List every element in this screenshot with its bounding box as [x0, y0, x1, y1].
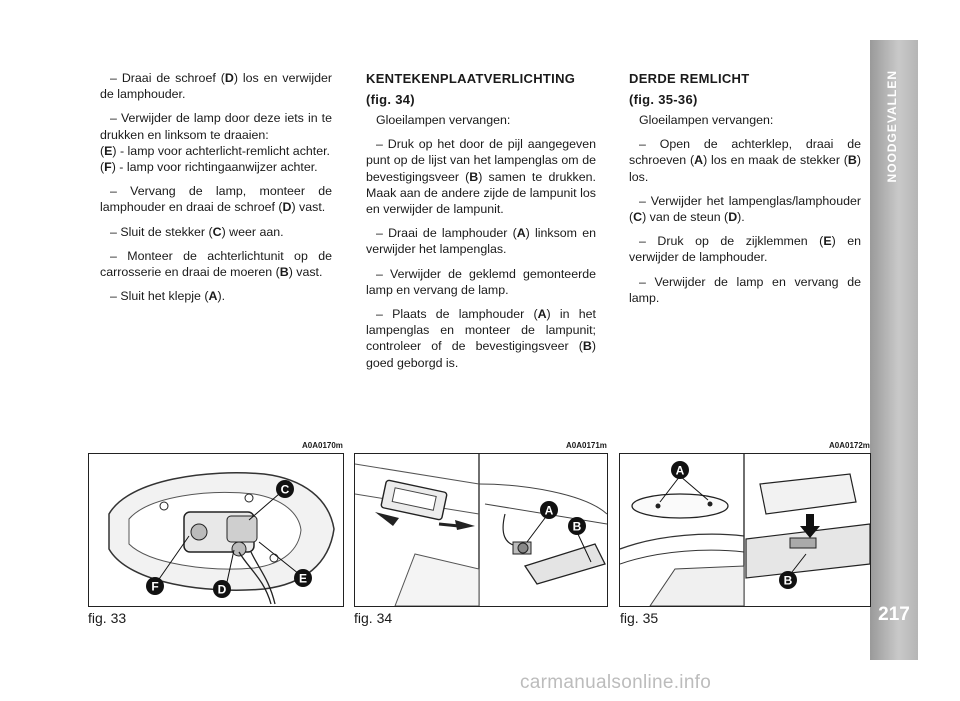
figure-caption: fig. 34 — [354, 610, 393, 626]
col3-paragraph: – Open de achterklep, draai de schroeven (A) los en maak de stekker (B) los. — [629, 137, 861, 184]
column-2 — [366, 70, 596, 379]
figure-caption: fig. 35 — [620, 610, 659, 626]
section-heading-ref: (fig. 35-36) — [629, 92, 698, 107]
figure-code: A0A0172m — [829, 441, 870, 450]
figure-34-illustration — [354, 453, 608, 607]
fig35-label-b: B — [783, 573, 793, 588]
col2-paragraph: – Druk op het door de pijl aangegeven punt op de lijst van het lampenglas om de bevestigingsveer (B) samen te drukken. Maak aan de andere zijde de lampunit los en verwijder de lampunit. — [366, 137, 596, 217]
page-number: 217 — [878, 604, 910, 625]
col1-paragraph: – Monteer de achterlichtunit op de carrosserie en draai de moeren (B) vast. — [100, 248, 332, 280]
col3-paragraph: – Druk op de zijklemmen (E) en verwijder de lamphouder. — [629, 234, 862, 265]
figure-33-illustration — [88, 453, 344, 607]
section-heading: DERDE REMLICHT — [629, 71, 750, 86]
fig34-label-a: A — [544, 503, 554, 518]
fig35-label-a: A — [675, 463, 685, 478]
figure-caption: fig. 33 — [88, 610, 127, 626]
column-3 — [629, 70, 861, 314]
col2-paragraph: Gloeilampen vervangen: — [376, 113, 511, 127]
chapter-title: NOODGEVALLEN — [885, 70, 899, 183]
watermark: carmanualsonline.info — [520, 672, 712, 693]
col1-list-item: (E) - lamp voor achterlicht-remlicht achter. — [100, 143, 330, 158]
section-heading: KENTEKENPLAATVERLICHTING — [366, 71, 576, 86]
col1-paragraph: – Sluit de stekker (C) weer aan. — [110, 224, 284, 239]
fig33-label-c: C — [280, 482, 290, 497]
col1-paragraph: – Verwijder de lamp door deze iets in te drukken en linksom te draaien: — [100, 111, 332, 142]
figure-35-illustration — [619, 453, 871, 607]
col1-list-item: (F) - lamp voor richtingaanwijzer achter. — [100, 160, 318, 175]
fig33-label-e: E — [298, 571, 308, 586]
figure-code: A0A0170m — [302, 441, 343, 450]
fig33-label-d: D — [217, 582, 227, 597]
col1-paragraph: – Sluit het klepje (A). — [110, 289, 226, 304]
column-1 — [100, 70, 332, 312]
col2-paragraph: – Verwijder de geklemd gemonteerde lamp en vervang de lamp. — [366, 266, 596, 297]
fig34-label-b: B — [572, 519, 582, 534]
col3-paragraph: – Verwijder het lampenglas/lamphouder (C) van de steun (D). — [629, 193, 861, 225]
col1-paragraph: – Draai de schroef (D) los en verwijder de lamphouder. — [100, 71, 332, 102]
figure-code: A0A0171m — [566, 441, 607, 450]
section-heading-ref: (fig. 34) — [366, 92, 415, 107]
col3-paragraph: – Verwijder de lamp en vervang de lamp. — [629, 274, 861, 305]
col1-paragraph: – Vervang de lamp, monteer de lamphouder en draai de schroef (D) vast. — [100, 184, 332, 215]
col2-paragraph: – Plaats de lamphouder (A) in het lampenglas en monteer de lampunit; controleer of de bevestigingsveer (B) goed geborgd is. — [366, 307, 596, 370]
col2-paragraph: – Draai de lamphouder (A) linksom en verwijder het lampenglas. — [366, 226, 596, 257]
fig33-label-f: F — [151, 579, 159, 594]
col3-paragraph: Gloeilampen vervangen: — [639, 113, 774, 127]
